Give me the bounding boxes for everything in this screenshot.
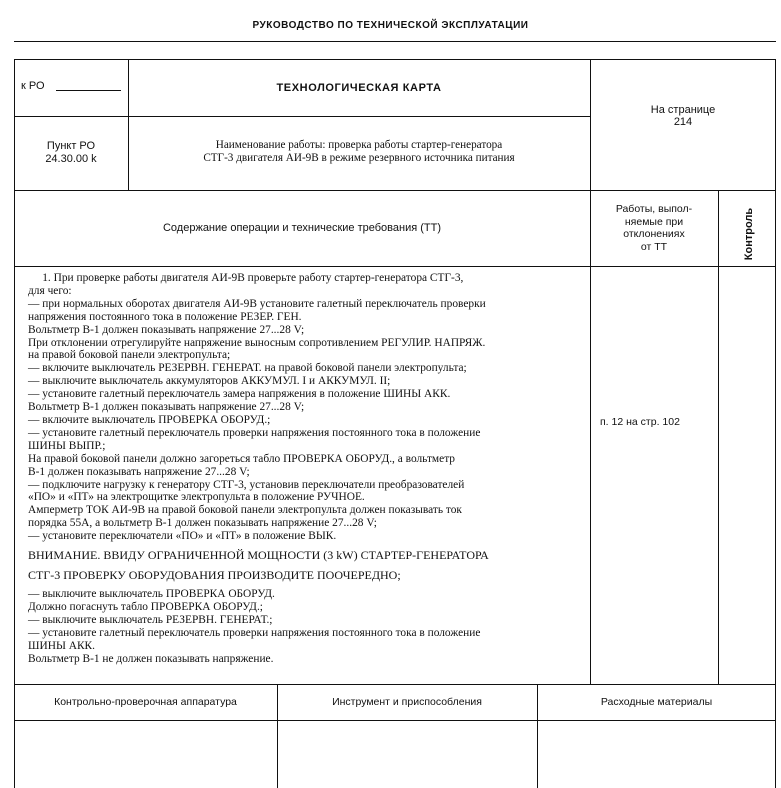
deviation-header-line: от ТТ [640, 240, 668, 253]
warning-line: СТГ-3 ПРОВЕРКУ ОБОРУДОВАНИЯ ПРОИЗВОДИТЕ ПООЧЕРЕДНО; [28, 567, 401, 582]
instruction-line: — при нормальных оборотах двигателя АИ-9В установите галетный переключатель проверки [28, 297, 486, 310]
instruction-line: на правой боковой панели электропульта; [28, 349, 231, 362]
deviation-header-line: отклонениях [623, 228, 685, 240]
deviation-header-line: Работы, выпол- [615, 203, 693, 215]
instruction-line: — установите переключатели «ПО» и «ПТ» в положение ВЫК. [28, 530, 337, 543]
warning-line: ВНИМАНИЕ. ВВИДУ ОГРАНИЧЕННОЙ МОЩНОСТИ (3 kW) СТАРТЕР-ГЕНЕРАТОРА [28, 548, 489, 563]
section-number: 24.30.00 k [45, 153, 97, 165]
instruction-line: — установите галетный переключатель проверки напряжения постоянного тока в положение [28, 626, 481, 639]
grid-line [14, 720, 776, 721]
instruction-line: — выключите выключатель РЕЗЕРВН. ГЕНЕРАТ.; [28, 613, 273, 626]
ref-underline [56, 90, 121, 91]
deviation-note: п. 12 на стр. 102 [600, 416, 680, 428]
ref-label: к РО [21, 80, 45, 92]
section-label: Пункт РО [46, 140, 96, 152]
instruction-line: порядка 55А, а вольтметр В-1 должен показывать напряжение 27...28 V; [28, 517, 377, 530]
operation-content [28, 272, 584, 665]
instruction-line: — установите галетный переключатель замера напряжения в положение ШИНЫ АКК. [28, 388, 451, 401]
work-name [128, 139, 590, 165]
instruction-line: Амперметр ТОК АИ-9В на правой боковой панели электропульта должен показывать ток [28, 504, 462, 517]
column-header-deviation [590, 203, 718, 253]
grid-line [128, 59, 129, 190]
instruction-line: — выключите выключатель ПРОВЕРКА ОБОРУД. [28, 588, 275, 601]
footer-tools: Инструмент и приспособления [332, 696, 482, 708]
section-reference [14, 140, 128, 166]
instruction-line: На правой боковой панели должно загореться табло ПРОВЕРКА ОБОРУД., а вольтметр [28, 452, 456, 465]
instruction-line: ШИНЫ ВЫПР.; [28, 439, 106, 452]
page-reference [590, 104, 776, 128]
instruction-line: — подключите нагрузку к генератору СТГ-3, установив переключатели преобразователей [28, 478, 465, 491]
instruction-line: Вольтметр В-1 должен показывать напряжение 27...28 V; [28, 323, 305, 336]
instruction-line: — включите выключатель ПРОВЕРКА ОБОРУД.; [28, 413, 271, 426]
page-number: 214 [673, 116, 693, 128]
instruction-line: При отклонении отрегулируйте напряжение выносным сопротивлением РЕГУЛИР. НАПРЯЖ. [28, 336, 486, 349]
instruction-line: Вольтметр В-1 должен показывать напряжение 27...28 V; [28, 401, 305, 414]
grid-line [718, 190, 719, 685]
footer-equipment: Контрольно-проверочная аппаратура [54, 696, 237, 708]
work-name-line: Наименование работы: проверка работы стартер-генератора [215, 139, 503, 151]
grid-line [14, 266, 776, 267]
manual-title: РУКОВОДСТВО ПО ТЕХНИЧЕСКОЙ ЭКСПЛУАТАЦИИ [252, 20, 529, 31]
deviation-header-line: няемые при [624, 215, 684, 228]
instruction-line: Должно погаснуть табло ПРОВЕРКА ОБОРУД.; [28, 600, 263, 613]
instruction-line: напряжения постоянного тока в положение РЕЗЕР. ГЕН. [28, 310, 302, 323]
instruction-line: 1. При проверке работы двигателя АИ-9В проверьте работу стартер-генератора СТГ-3, [28, 272, 464, 284]
grid-line [14, 684, 776, 685]
header-rule [14, 41, 776, 42]
instruction-line: В-1 должен показывать напряжение 27...28 V; [28, 465, 250, 478]
instruction-line: Вольтметр В-1 не должен показывать напряжение. [28, 652, 274, 665]
work-name-line: СТГ-3 двигателя АИ-9В в режиме резервного источника питания [203, 152, 515, 164]
grid-line [590, 59, 591, 685]
card-title: ТЕХНОЛОГИЧЕСКАЯ КАРТА [276, 82, 442, 94]
grid-line [14, 116, 590, 117]
instruction-line: — включите выключатель РЕЗЕРВН. ГЕНЕРАТ. на правой боковой панели электропульта; [28, 362, 467, 375]
grid-line [14, 190, 776, 191]
page-label: На странице [650, 104, 716, 116]
footer-materials: Расходные материалы [600, 696, 713, 708]
instruction-line: «ПО» и «ПТ» на электрощитке электропульта в положение РУЧНОЕ. [28, 491, 365, 504]
column-header-content: Содержание операции и технические требования (ТТ) [162, 222, 441, 234]
instruction-line: — выключите выключатель аккумуляторов АККУМУЛ. I и АККУМУЛ. II; [28, 375, 391, 388]
instruction-line: для чего: [28, 284, 72, 297]
instruction-line: ШИНЫ АКК. [28, 639, 95, 652]
instruction-line: — установите галетный переключатель проверки напряжения постоянного тока в положение [28, 426, 481, 439]
column-header-control: Контроль [743, 207, 755, 261]
